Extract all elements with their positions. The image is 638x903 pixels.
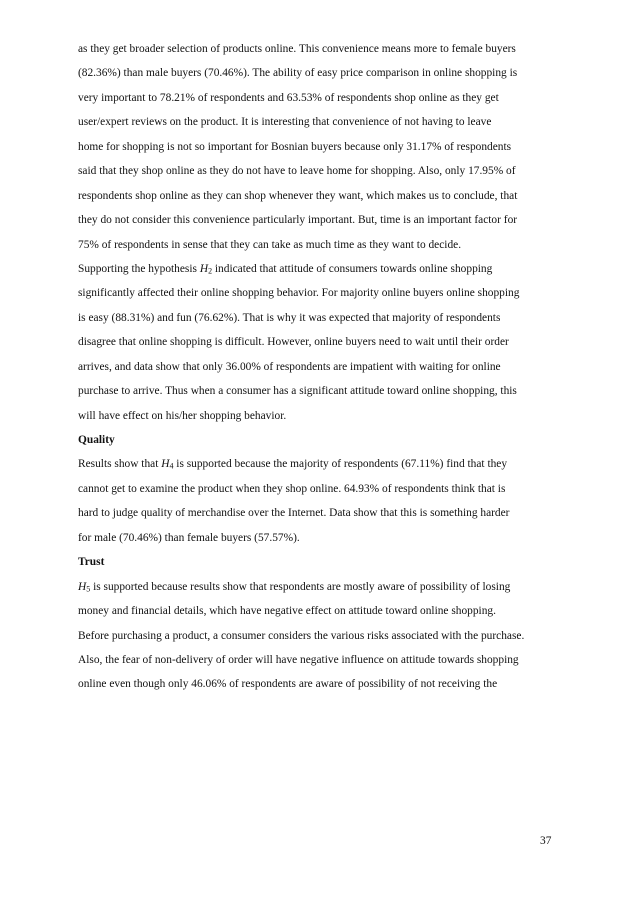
- hypothesis-symbol: H: [78, 580, 87, 593]
- text-run: Supporting the hypothesis: [78, 262, 200, 275]
- text-line: online even though only 46.06% of respondents are aware of possibility of not receiving the: [78, 678, 498, 691]
- text-line: said that they shop online as they do not have to leave home for shopping. Also, only 17.95% of: [78, 165, 516, 178]
- text-run: indicated that attitude of consumers towards online shopping: [212, 262, 493, 275]
- text-line: will have effect on his/her shopping behavior.: [78, 409, 287, 422]
- text-line: significantly affected their online shopping behavior. For majority online buyers online shopping: [78, 287, 520, 300]
- hypothesis-subscript: 4: [169, 462, 174, 472]
- text-run: is supported because results show that respondents are mostly aware of possibility of losing: [90, 580, 511, 593]
- section-heading: Trust: [78, 556, 105, 569]
- text-line: [78, 575, 578, 599]
- text-line: [78, 257, 578, 281]
- text-line: arrives, and data show that only 36.00% of respondents are impatient with waiting for online: [78, 360, 501, 373]
- text-line: (82.36%) than male buyers (70.46%). The ability of easy price comparison in online shopping is: [78, 67, 518, 80]
- section-heading: Quality: [78, 434, 115, 446]
- text-line: purchase to arrive. Thus when a consumer has a significant attitude toward online shopping, this: [78, 385, 517, 398]
- text-line: cannot get to examine the product when they shop online. 64.93% of respondents think that is: [78, 482, 506, 495]
- hypothesis-subscript: 5: [86, 584, 91, 594]
- hypothesis-subscript: 2: [208, 266, 213, 276]
- hypothesis-symbol: H: [161, 458, 170, 471]
- text-line: as they get broader selection of products online. This convenience means more to female buyers: [78, 43, 516, 55]
- text-line: for male (70.46%) than female buyers (57.57%).: [78, 531, 300, 544]
- text-line: respondents shop online as they can shop whenever they want, which makes us to conclude, that: [78, 189, 518, 202]
- text-line: disagree that online shopping is difficult. However, online buyers need to wait until their order: [78, 336, 509, 349]
- hypothesis-symbol: H: [199, 262, 209, 275]
- text-line: very important to 78.21% of respondents and 63.53% of respondents shop online as they get: [78, 91, 499, 104]
- text-line: money and financial details, which have negative effect on attitude toward online shopping.: [78, 605, 496, 618]
- body-text: [78, 37, 578, 697]
- text-line: Before purchasing a product, a consumer considers the various risks associated with the purchase.: [78, 629, 525, 642]
- text-run: is supported because the majority of respondents (67.11%) find that they: [173, 458, 508, 471]
- text-line: is easy (88.31%) and fun (76.62%). That is why it was expected that majority of respondents: [78, 311, 501, 324]
- text-line: Also, the fear of non-delivery of order will have negative influence on attitude towards shopping: [78, 653, 519, 666]
- text-line: 75% of respondents in sense that they can take as much time as they want to decide.: [78, 238, 462, 251]
- page-number: 37: [540, 835, 552, 847]
- text-line: they do not consider this convenience particularly important. But, time is an important factor for: [78, 214, 518, 227]
- text-line: [78, 452, 578, 476]
- text-line: home for shopping is not so important for Bosnian buyers because only 31.17% of respondents: [78, 140, 512, 153]
- text-line: hard to judge quality of merchandise over the Internet. Data show that this is something harder: [78, 507, 510, 520]
- text-run: Results show that: [78, 458, 162, 471]
- text-line: user/expert reviews on the product. It is interesting that convenience of not having to leave: [78, 116, 492, 129]
